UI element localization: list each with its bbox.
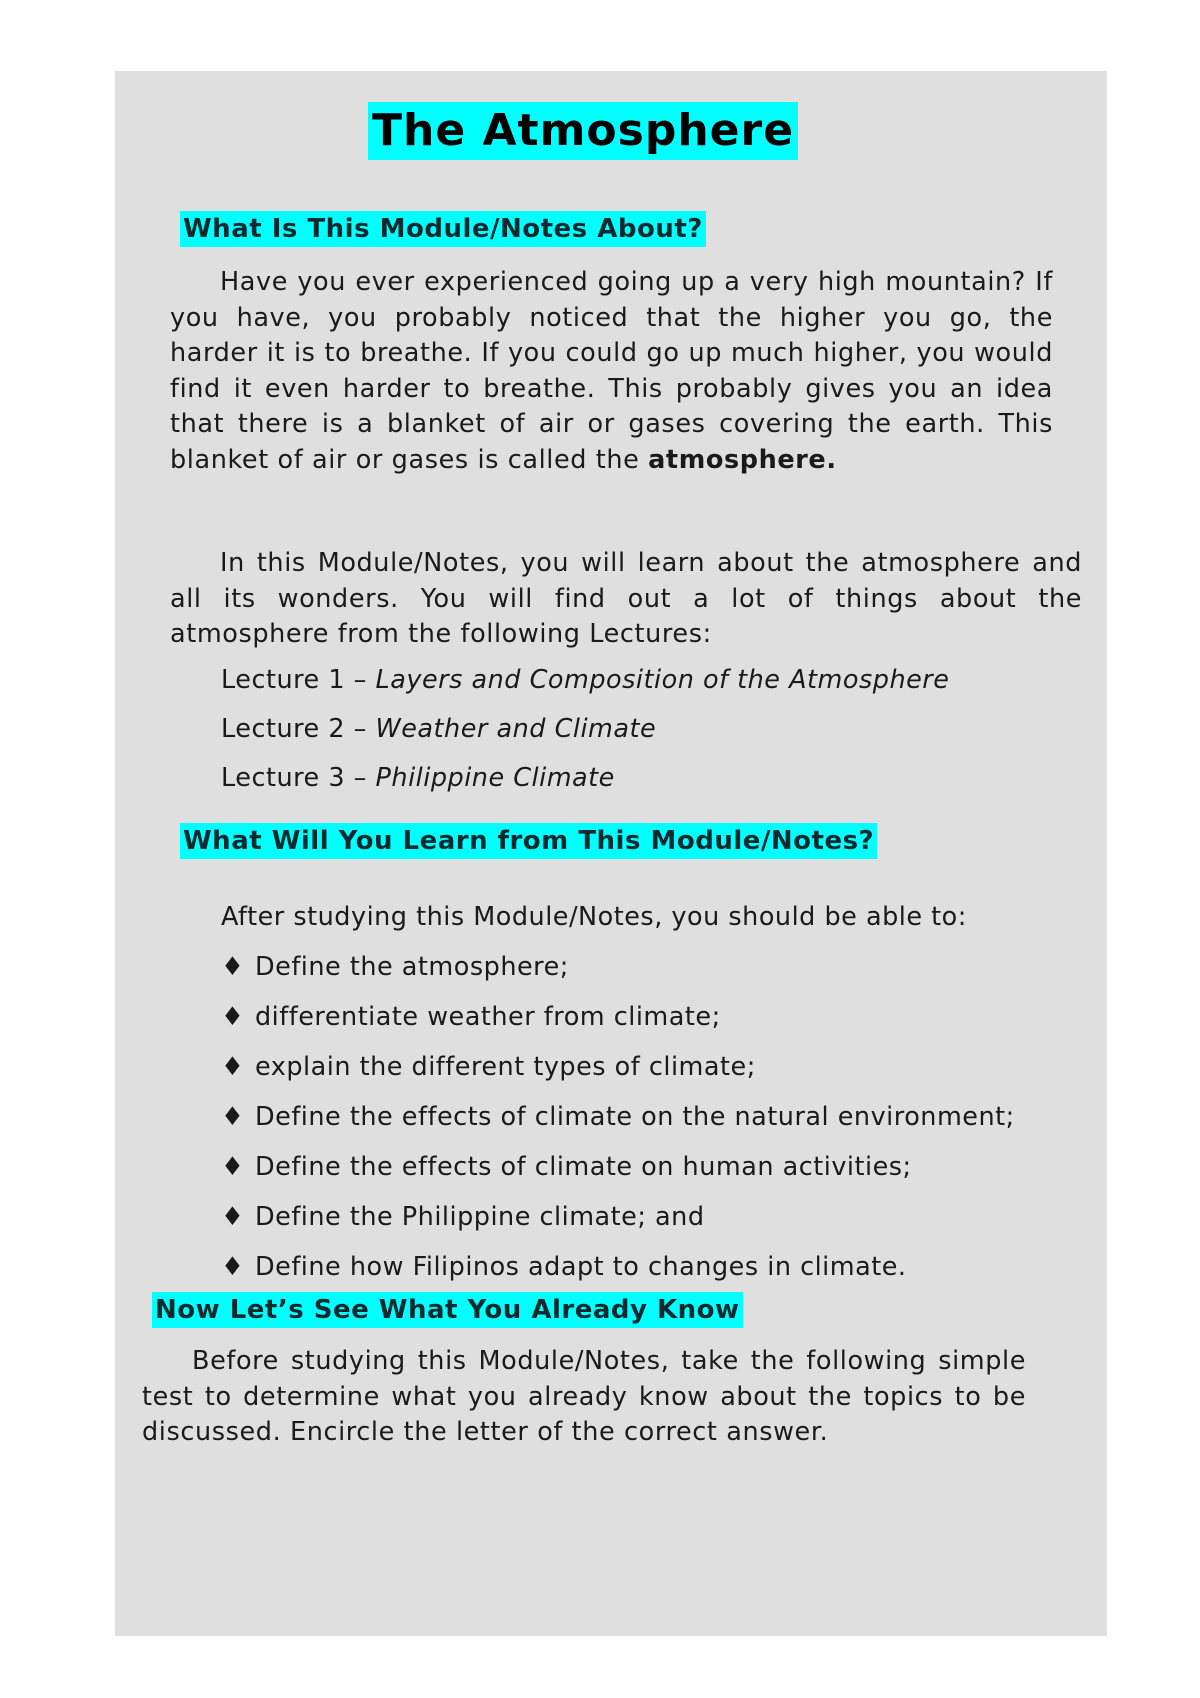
lecture-label: Lecture 2 –: [221, 714, 376, 744]
objective-item: [221, 1150, 912, 1184]
objective-text: Define how Filipinos adapt to changes in climate.: [255, 1252, 907, 1282]
lecture-topic: Philippine Climate: [375, 763, 615, 793]
diamond-bullet-icon: ♦: [221, 1002, 245, 1032]
lecture-item: [221, 712, 656, 746]
diamond-bullet-icon: ♦: [221, 1202, 245, 1232]
objective-text: Define the effects of climate on human activities;: [255, 1152, 912, 1182]
lecture-item: [221, 761, 615, 795]
lectures-paragraph-text: In this Module/Notes, you will learn about the atmosphere and all its wonders. You will find out a lot of things about the atmosphere from the following Lectures:: [170, 548, 1082, 649]
lecture-topic: Weather and Climate: [375, 714, 657, 744]
objectives-intro: After studying this Module/Notes, you should be able to:: [221, 902, 967, 932]
atmosphere-term: atmosphere.: [648, 444, 837, 475]
objective-item: [221, 1000, 721, 1034]
intro-paragraph-text: Have you ever experienced going up a very high mountain? If you have, you probably noticed that the higher you go, the harder it is to breathe. If you could go up much higher, you would find it even harder to breathe. This probably gives you an idea that there is a blanket of air or gases covering the earth. This blanket of air or gases is called the: [170, 267, 1053, 475]
objective-item: [221, 1050, 756, 1084]
objective-text: differentiate weather from climate;: [255, 1002, 721, 1032]
intro-paragraph: [170, 265, 1053, 478]
lecture-label: Lecture 3 –: [221, 763, 376, 793]
diamond-bullet-icon: ♦: [221, 1102, 245, 1132]
objective-item: [221, 950, 569, 984]
objective-text: Define the effects of climate on the natural environment;: [255, 1102, 1015, 1132]
diamond-bullet-icon: ♦: [221, 1052, 245, 1082]
section-heading-learn: What Will You Learn from This Module/Notes?: [180, 823, 877, 859]
lectures-paragraph: [170, 546, 1082, 653]
lecture-item: [221, 663, 949, 697]
diamond-bullet-icon: ♦: [221, 952, 245, 982]
lecture-topic: Layers and Composition of the Atmosphere: [375, 665, 950, 695]
diamond-bullet-icon: ♦: [221, 1252, 245, 1282]
objective-text: explain the different types of climate;: [255, 1052, 756, 1082]
page-title: The Atmosphere: [368, 102, 798, 160]
diamond-bullet-icon: ♦: [221, 1152, 245, 1182]
objective-text: Define the Philippine climate; and: [255, 1202, 705, 1232]
section-heading-about: What Is This Module/Notes About?: [180, 211, 706, 247]
pretest-paragraph-text: Before studying this Module/Notes, take the following simple test to determine what you already know about the topics to be discussed. Encircle the letter of the correct answer.: [142, 1346, 1026, 1447]
objective-item: [221, 1200, 705, 1234]
lecture-label: Lecture 1 –: [221, 665, 376, 695]
objective-item: [221, 1100, 1015, 1134]
section-heading-pretest: Now Let’s See What You Already Know: [152, 1292, 743, 1328]
objective-item: [221, 1250, 907, 1284]
pretest-paragraph: [142, 1344, 1026, 1451]
document-page: [115, 71, 1107, 1636]
objective-text: Define the atmosphere;: [255, 952, 569, 982]
